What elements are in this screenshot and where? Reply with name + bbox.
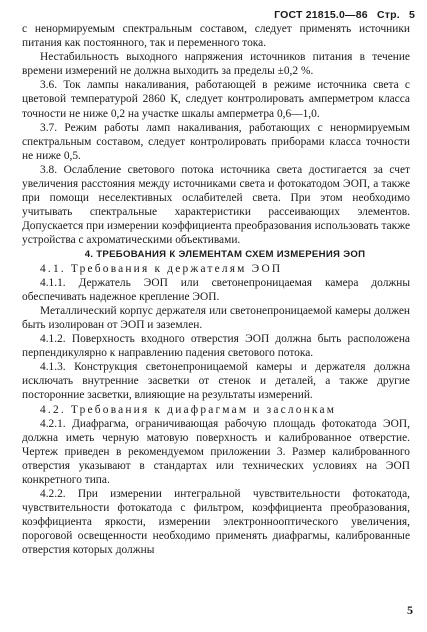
page-header (268, 9, 415, 21)
subsection-title: 4.2. Требования к диафрагмам и заслонкам (40, 403, 337, 416)
paragraph: 3.7. Режим работы ламп накаливания, работающих с ненормируемым спектральным составом, следует контролировать приборами класса точности не ниже 0,5. (22, 121, 410, 162)
paragraph: 4.1.2. Поверхность входного отверстия ЭОП должна быть расположена перпендикулярно к направлению падения светового потока. (22, 333, 410, 360)
paragraph: 4.2.2. При измерении интегральной чувствительности фотокатода, чувствительности фотокатода с фильтром, коэффициента преобразования, коэффициента яркости, измерении электроннооптического увеличения, пороговой освещенности необходимо применять диафрагмы, калиброванные отверстия которых должны (22, 488, 410, 557)
section-title: 4. ТРЕБОВАНИЯ К ЭЛЕМЕНТАМ СХЕМ ИЗМЕРЕНИЯ ЭОП (84, 248, 366, 260)
page-number: 5 (407, 603, 413, 617)
page-label: Стр. (376, 9, 400, 21)
paragraph: Нестабильность выходного напряжения источников питания в течение времени измерений не должна выходить за пределы ±0,2 %. (22, 51, 410, 78)
header-page-number: 5 (408, 9, 415, 21)
paragraph: Металлический корпус держателя или светонепроницаемой камеры должен быть изолирован от ЭОП и заземлен. (22, 304, 410, 331)
subsection-title: 4.1. Требования к держателям ЭОП (40, 262, 283, 275)
document-body (22, 22, 410, 558)
paragraph: 4.1.3. Конструкция светонепроницаемой камеры и держателя должна исключать внутренние засветки от стенок и деталей, а также другие посторонние засветки, влияющие на результаты измерений. (22, 361, 410, 402)
paragraph: 4.2.1. Диафрагма, ограничивающая рабочую площадь фотокатода ЭОП, должна иметь черную матовую поверхность и калиброванное отверстие. Чертеж приведен в рекомендуемом приложении 3. Размер калиброванного отверстия указывают в стандартах или технических условиях на ЭОП конкретного типа. (22, 417, 410, 486)
paragraph: 3.8. Ослабление светового потока источника света достигается за счет увеличения расстояния между источниками света и фотокатодом ЭОП, а также при помощи неселективных ослабителей света. При этом необходимо учитывать спектральные характеристики рассеивающих элементов. Допускается при измерении коэффициента преобразования использовать также устройства с ахроматическими объективами. (22, 163, 410, 247)
standard-code: ГОСТ 21815.0—86 (274, 9, 368, 21)
paragraph: с ненормируемым спектральным составом, следует применять источники питания как постоянного, так и переменного тока. (22, 23, 410, 50)
paragraph: 4.1.1. Держатель ЭОП или светонепроницаемая камера должны обеспечивать надежное крепление ЭОП. (22, 276, 410, 303)
paragraph: 3.6. Ток лампы накаливания, работающей в режиме источника света с цветовой температурой 2860 К, следует контролировать амперметром класса точности не ниже 0,2 на участке шкалы амперметра 0,6—1,0. (22, 79, 410, 120)
